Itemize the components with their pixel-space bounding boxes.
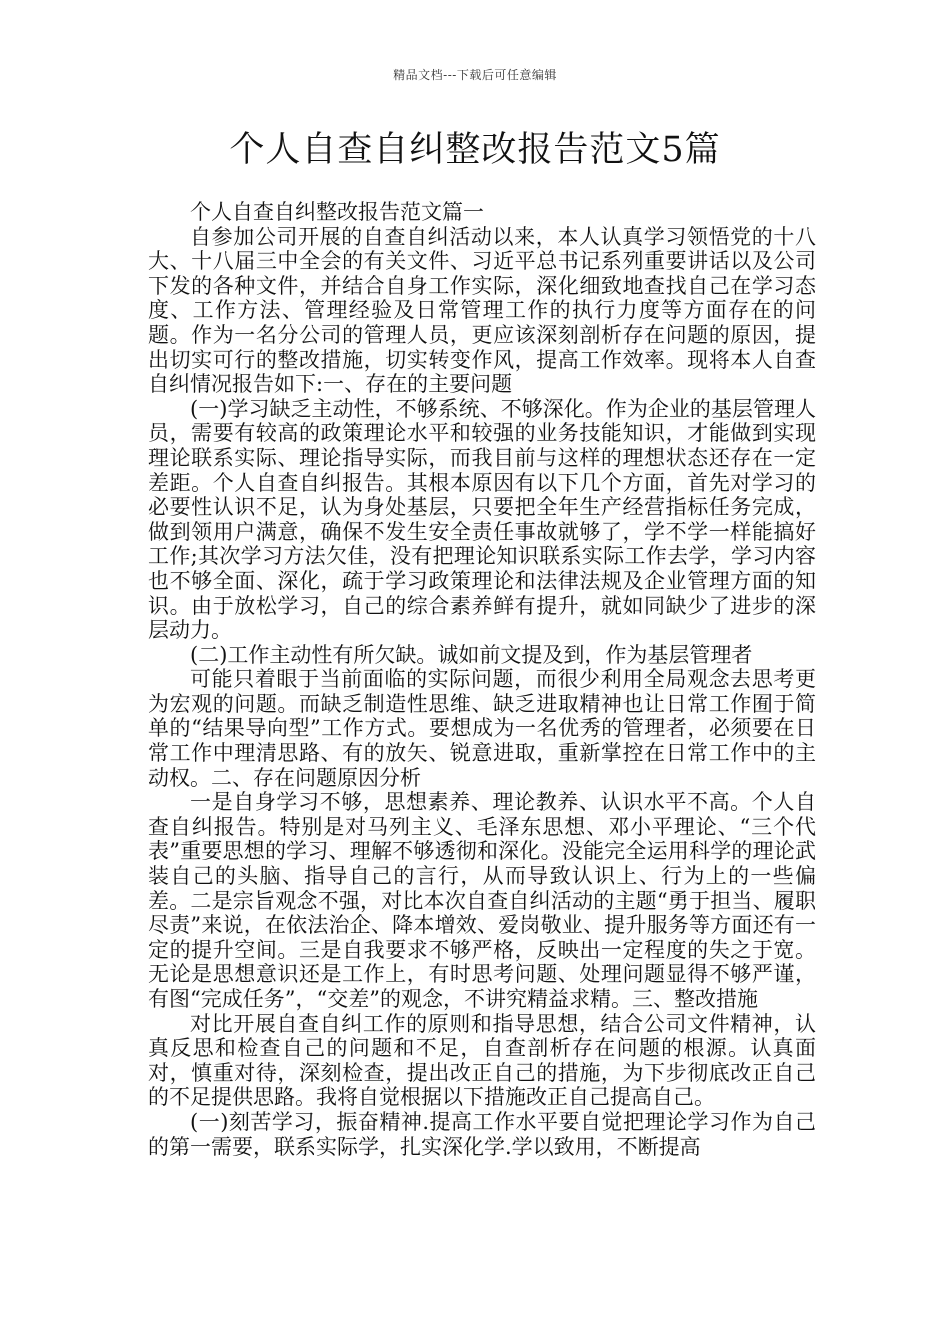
page-header-note: 精品文档---下载后可任意编辑 (393, 68, 557, 82)
body-paragraph: 自参加公司开展的自查自纠活动以来，本人认真学习领悟党的十八大、十八届三中全会的有关文件、习近平总书记系列重要讲话以及公司下发的各种文件，并结合自身工作实际，深化细致地查找自己在学习态度、工作方法、管理经验及日常管理工作的执行力度等方面存在的问题。作为一名分公司的管理人员，更应该深刻剖析存在问题的原因，提出切实可行的整改措施，切实转变作风，提高工作效率。现将本人自查自纠情况报告如下:一、存在的主要问题 (148, 224, 816, 397)
body-paragraph: (二)工作主动性有所欠缺。诚如前文提及到，作为基层管理者 (190, 642, 753, 667)
body-paragraph: 可能只着眼于当前面临的实际问题，而很少利用全局观念去思考更为宏观的问题。而缺乏制造性思维、缺乏进取精神也让日常工作囿于简单的“结果导向型”工作方式。要想成为一名优秀的管理者，必须要在日常工作中理清思路、有的放矢、锐意进取，重新掌控在日常工作中的主动权。二、存在问题原因分析 (148, 667, 816, 790)
body-paragraph: 对比开展自查自纠工作的原则和指导思想，结合公司文件精神，认真反思和检查自己的问题和不足，自查剖析存在问题的根源。认真面对，慎重对待，深刻检查，提出改正自己的措施，为下步彻底改正自己的不足提供思路。我将自觉根据以下措施改正自己提高自己。 (148, 1011, 816, 1110)
body-paragraph: 一是自身学习不够，思想素养、理论教养、认识水平不高。个人自查自纠报告。特别是对马列主义、毛泽东思想、邓小平理论、“三个代表”重要思想的学习、理解不够透彻和深化。没能完全运用科学的理论武装自己的头脑、指导自己的言行，从而导致认识上、行为上的一些偏差。二是宗旨观念不强，对比本次自查自纠活动的主题“勇于担当、履职尽责”来说，在依法治企、降本增效、爱岗敬业、提升服务等方面还有一定的提升空间。三是自我要求不够严格，反映出一定程度的失之于宽。无论是思想意识还是工作上，有时思考问题、处理问题显得不够严谨，有图“完成任务”，“交差”的观念，不讲究精益求精。三、整改措施 (148, 790, 816, 1011)
body-paragraph: (一)学习缺乏主动性，不够系统、不够深化。作为企业的基层管理人员，需要有较高的政策理论水平和较强的业务技能知识，才能做到实现理论联系实际、理论指导实际，而我目前与这样的理想状态还存在一定差距。个人自查自纠报告。其根本原因有以下几个方面，首先对学习的必要性认识不足，认为身处基层，只要把全年生产经营指标任务完成，做到领用户满意，确保不发生安全责任事故就够了，学不学一样能搞好工作;其次学习方法欠佳，没有把理论知识联系实际工作去学，学习内容也不够全面、深化，疏于学习政策理论和法律法规及企业管理方面的知识。由于放松学习，自己的综合素养鲜有提升，就如同缺少了进步的深层动力。 (148, 396, 816, 643)
document-body (148, 200, 816, 1159)
body-paragraph: (一)刻苦学习，振奋精神.提高工作水平要自觉把理论学习作为自己的第一需要，联系实际学，扎实深化学.学以致用，不断提高 (148, 1109, 816, 1159)
section-heading: 个人自查自纠整改报告范文篇一 (190, 200, 484, 224)
document-title: 个人自查自纠整改报告范文5篇 (229, 130, 721, 170)
